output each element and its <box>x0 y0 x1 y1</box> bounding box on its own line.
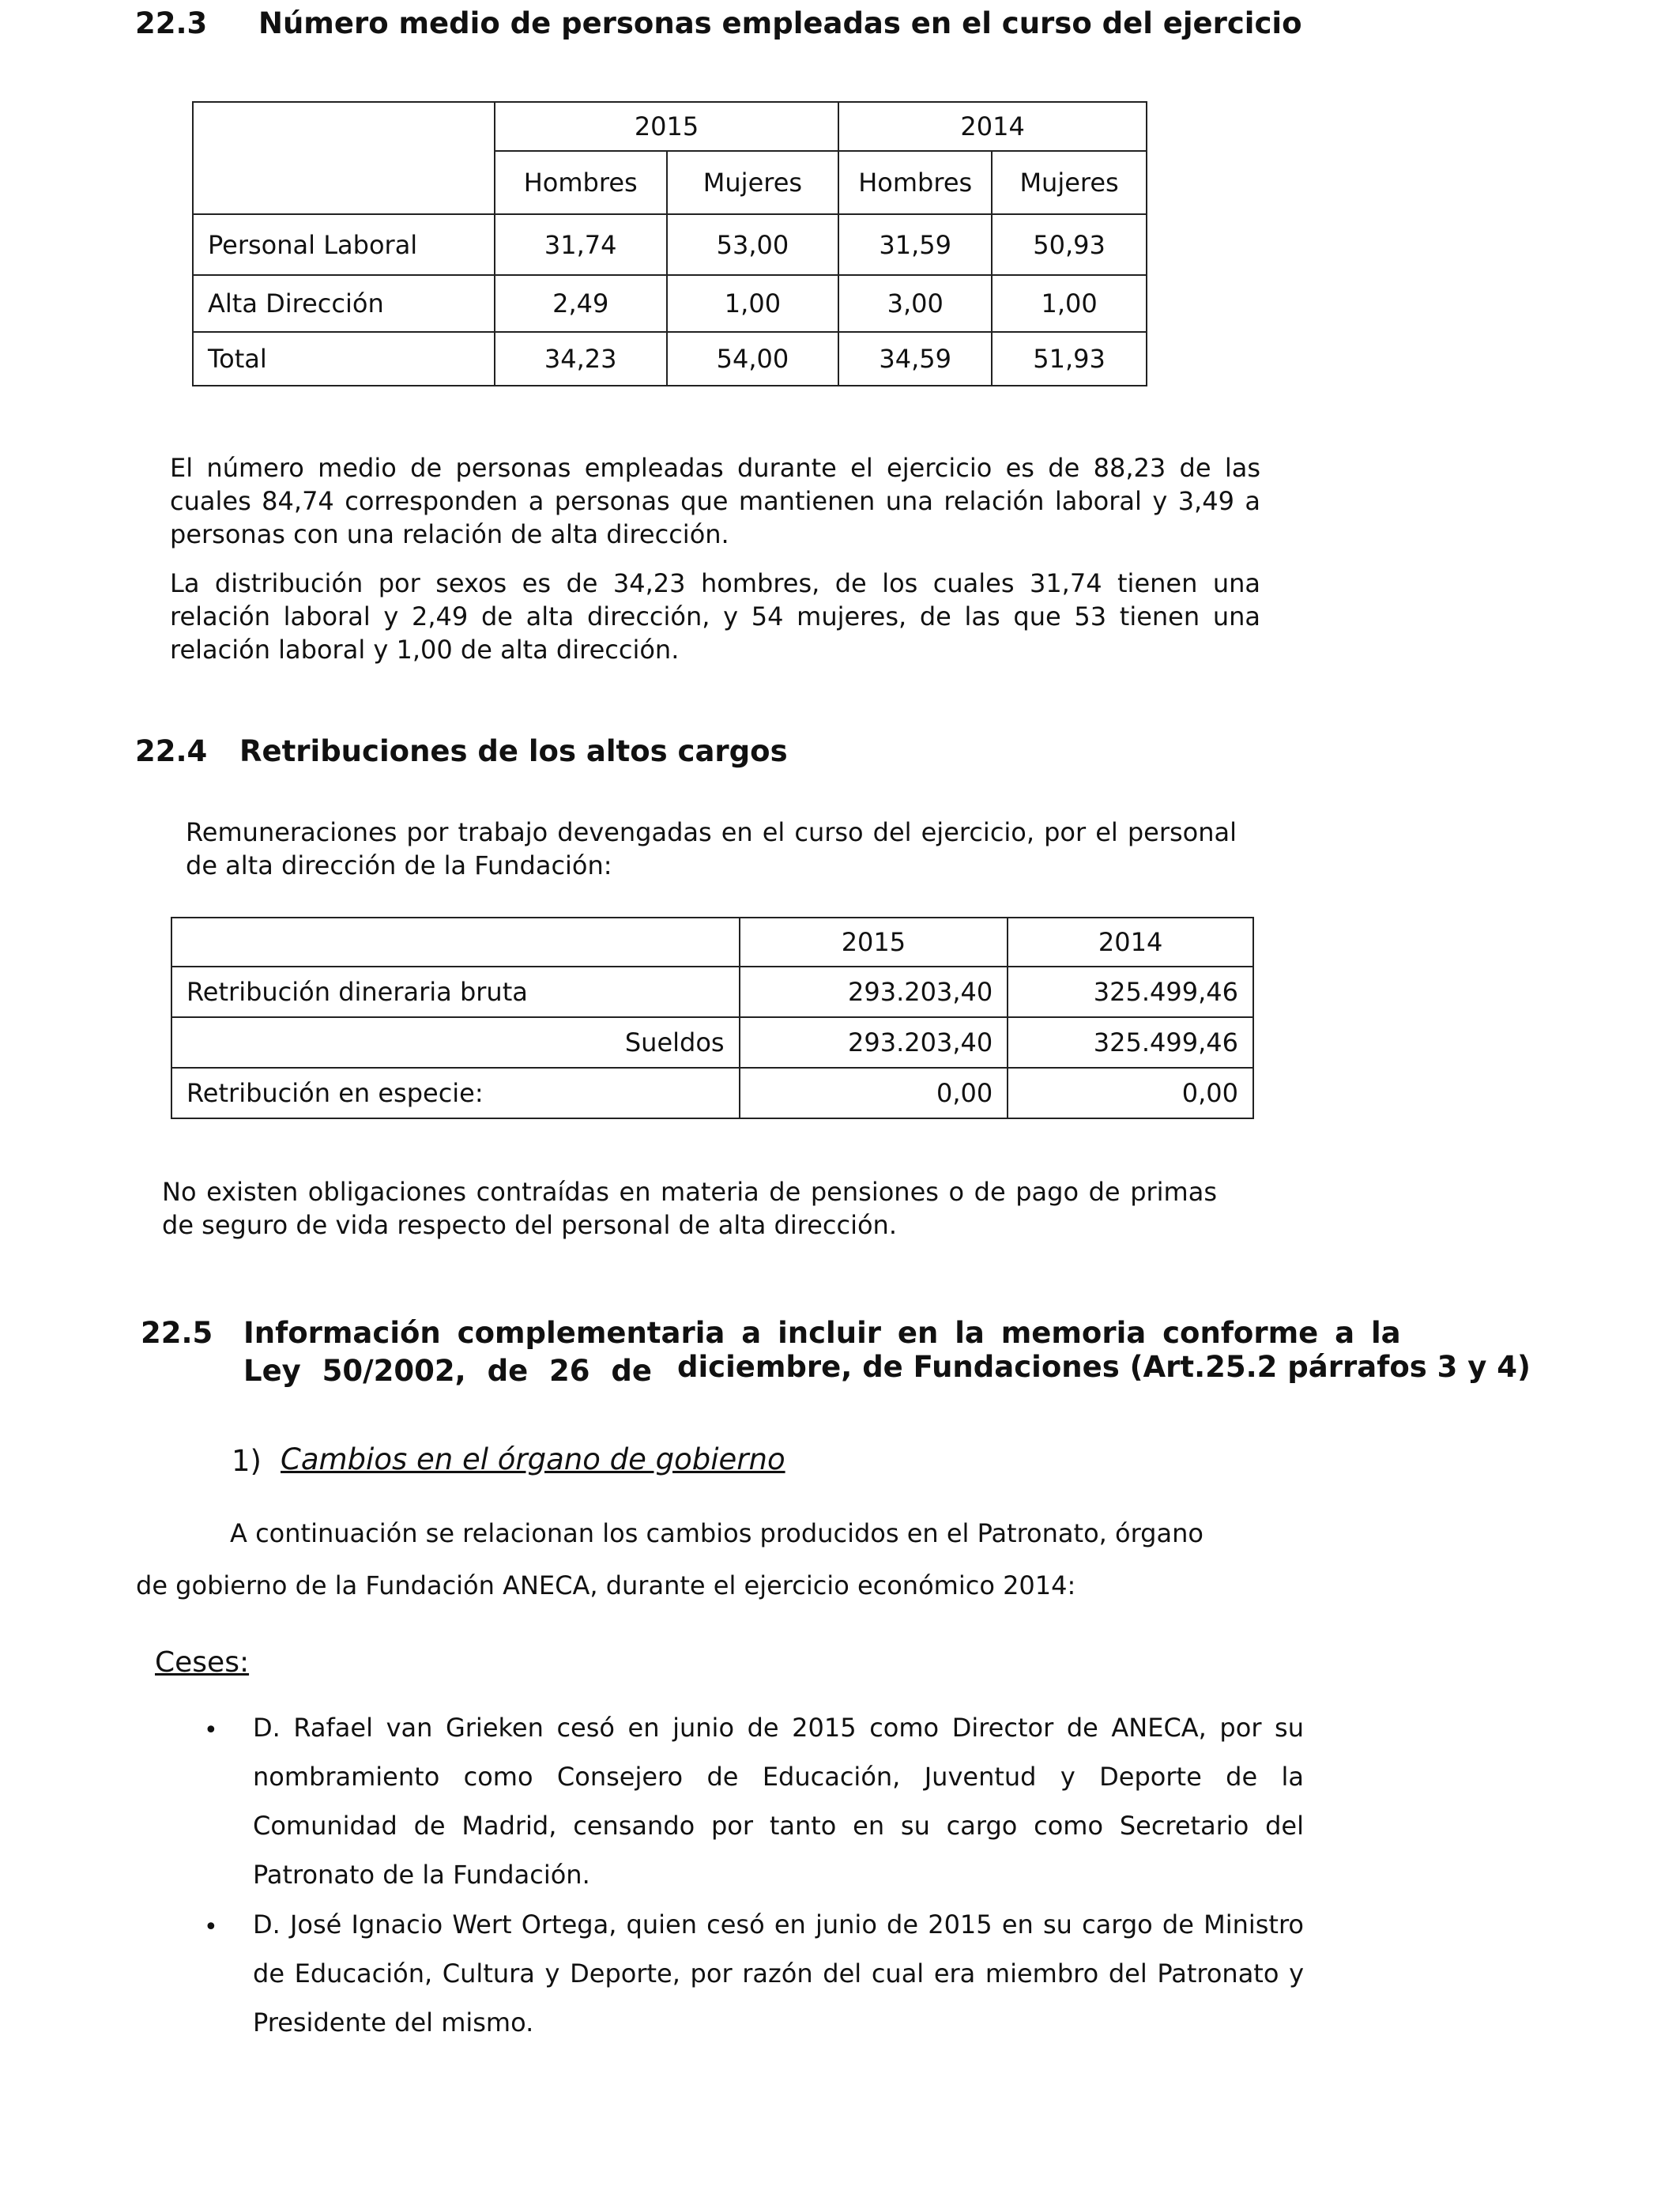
cell-value: 0,00 <box>1008 1068 1253 1118</box>
year-header-2014: 2014 <box>1008 918 1253 967</box>
subsection-number: 1) <box>232 1444 262 1478</box>
cell-value: 325.499,46 <box>1008 967 1253 1017</box>
row-label: Total <box>193 332 495 386</box>
section-22-5-title-line-2a: Ley 50/2002, de 26 de <box>243 1354 653 1388</box>
remuneration-table <box>171 917 1254 1119</box>
cell-value: 1,00 <box>992 275 1147 332</box>
cell-value: 53,00 <box>667 214 839 275</box>
cell-value: 31,59 <box>838 214 992 275</box>
bullet-icon: • <box>204 1717 218 1744</box>
cell-value: 293.203,40 <box>740 1017 1008 1068</box>
section-22-5-title-line-2b: diciembre, de Fundaciones (Art.25.2 párrafos 3 y 4) <box>677 1350 1531 1384</box>
cell-value: 325.499,46 <box>1008 1017 1253 1068</box>
table-row <box>171 1017 1253 1068</box>
cell-value: 3,00 <box>838 275 992 332</box>
changes-intro-line-1: A continuación se relacionan los cambios producidos en el Patronato, órgano <box>230 1518 1203 1548</box>
cell-value: 31,74 <box>495 214 667 275</box>
row-label: Retribución dineraria bruta <box>171 967 740 1017</box>
row-label: Sueldos <box>171 1017 740 1068</box>
table-row <box>193 214 1147 275</box>
cell-value: 293.203,40 <box>740 967 1008 1017</box>
row-label: Retribución en especie: <box>171 1068 740 1118</box>
cell-value: 34,23 <box>495 332 667 386</box>
section-22-4-number: 22.4 <box>135 734 208 768</box>
list-item: D. Rafael van Grieken cesó en junio de 2015 como Director de ANECA, por su nombramiento como Consejero de Educación, Juventud y Deporte de la Comunidad de Madrid, censando por tanto en su cargo como Secretario del Patronato de la Fundación. <box>253 1713 1304 1890</box>
changes-intro-line-2: de gobierno de la Fundación ANECA, durante el ejercicio económico 2014: <box>136 1570 1076 1600</box>
row-label: Alta Dirección <box>193 275 495 332</box>
subsection-title: Cambios en el órgano de gobierno <box>281 1442 785 1476</box>
remuneration-intro: Remuneraciones por trabajo devengadas en el curso del ejercicio, por el personal de alta dirección de la Fundación: <box>186 817 1237 880</box>
row-label: Personal Laboral <box>193 214 495 275</box>
employees-table <box>192 101 1147 386</box>
pensions-note: No existen obligaciones contraídas en materia de pensiones o de pago de primas de seguro de vida respecto del personal de alta dirección. <box>162 1177 1217 1240</box>
cell-value: 1,00 <box>667 275 839 332</box>
section-22-4-title: Retribuciones de los altos cargos <box>239 734 788 768</box>
subheader-hombres-2014: Hombres <box>838 151 992 214</box>
cell-value: 51,93 <box>992 332 1147 386</box>
table-row <box>171 967 1253 1017</box>
section-22-5-title-line-1: Información complementaria a incluir en la memoria conforme a la <box>243 1316 1401 1350</box>
year-header-2014: 2014 <box>838 102 1147 151</box>
table-row <box>193 332 1147 386</box>
year-header-2015: 2015 <box>495 102 838 151</box>
cell-value: 54,00 <box>667 332 839 386</box>
subheader-hombres-2015: Hombres <box>495 151 667 214</box>
employees-paragraph-2: La distribución por sexos es de 34,23 hombres, de los cuales 31,74 tienen una relación laboral y 2,49 de alta dirección, y 54 mujeres, de las que 53 tienen una relación laboral y 1,00 de alta dirección. <box>170 568 1260 665</box>
subheader-mujeres-2014: Mujeres <box>992 151 1147 214</box>
cell-value: 34,59 <box>838 332 992 386</box>
list-item: D. José Ignacio Wert Ortega, quien cesó en junio de 2015 en su cargo de Ministro de Educación, Cultura y Deporte, por razón del cual era miembro del Patronato y Presidente del mismo. <box>253 1909 1304 2038</box>
employees-paragraph-1: El número medio de personas empleadas durante el ejercicio es de 88,23 de las cuales 84,74 corresponden a personas que mantienen una relación laboral y 3,49 a personas con una relación de alta dirección. <box>170 453 1260 549</box>
ceses-label: Ceses: <box>155 1646 250 1679</box>
section-22-3-number: 22.3 <box>135 6 208 40</box>
subheader-mujeres-2015: Mujeres <box>667 151 839 214</box>
year-header-2015: 2015 <box>740 918 1008 967</box>
table-corner-cell <box>193 102 495 214</box>
table-corner-cell <box>171 918 740 967</box>
section-22-3-title: Número medio de personas empleadas en el curso del ejercicio <box>258 6 1302 40</box>
cell-value: 50,93 <box>992 214 1147 275</box>
table-row <box>193 275 1147 332</box>
section-22-5-number: 22.5 <box>141 1316 213 1350</box>
cell-value: 0,00 <box>740 1068 1008 1118</box>
table-row <box>171 1068 1253 1118</box>
bullet-icon: • <box>204 1913 218 1941</box>
cell-value: 2,49 <box>495 275 667 332</box>
